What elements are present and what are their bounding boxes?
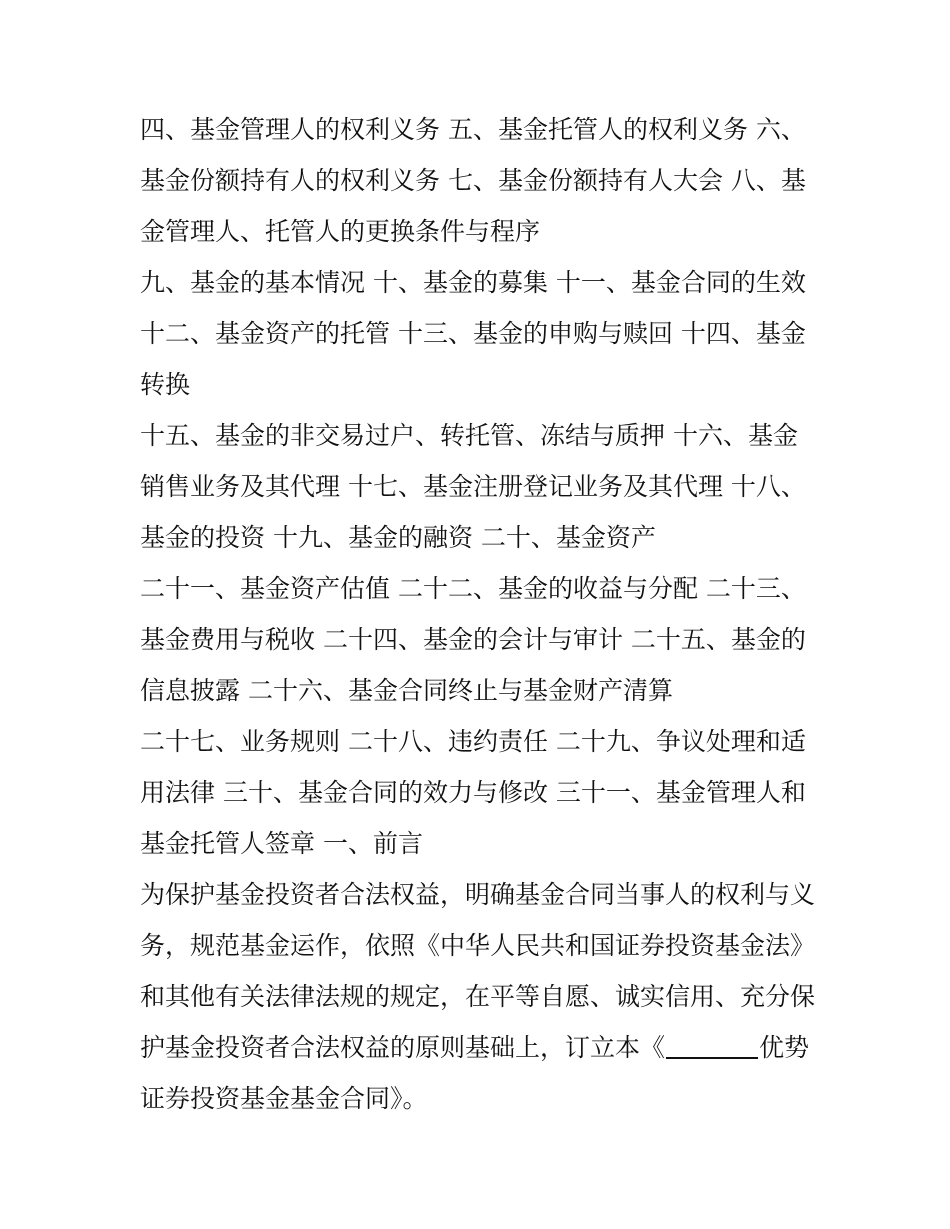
text-line: 十二、基金资产的托管 十三、基金的申购与赎回 十四、基金 <box>140 319 806 348</box>
text-line: 用法律 三十、基金合同的效力与修改 三十一、基金管理人和 <box>140 778 806 807</box>
text-line: 金管理人、托管人的更换条件与程序 <box>140 217 541 246</box>
text-line: 信息披露 二十六、基金合同终止与基金财产清算 <box>140 676 673 705</box>
text-line: 基金托管人签章 一、前言 <box>140 829 423 858</box>
text-before-blank: 护基金投资者合法权益的原则基础上，订立本《 <box>140 1033 666 1062</box>
text-line: 二十七、业务规则 二十八、违约责任 二十九、争议处理和适 <box>140 727 806 756</box>
document-body <box>140 104 820 1124</box>
text-line: 和其他有关法律法规的规定，在平等自愿、诚实信用、充分保 <box>140 982 816 1011</box>
text-line: 为保护基金投资者合法权益，明确基金合同当事人的权利与义 <box>140 880 816 909</box>
text-line: 转换 <box>140 370 191 399</box>
text-after-blank: 优势 <box>759 1033 810 1062</box>
text-line: 二十一、基金资产估值 二十二、基金的收益与分配 二十三、 <box>140 574 806 603</box>
text-line: 基金份额持有人的权利义务 七、基金份额持有人大会 八、基 <box>140 166 806 195</box>
text-line: 十五、基金的非交易过户、转托管、冻结与质押 十六、基金 <box>140 421 798 450</box>
text-line: 基金费用与税收 二十四、基金的会计与审计 二十五、基金的 <box>140 625 806 654</box>
fill-in-blank <box>666 1032 758 1059</box>
text-line: 务，规范基金运作，依照《中华人民共和国证券投资基金法》 <box>140 931 816 960</box>
text-line: 销售业务及其代理 十七、基金注册登记业务及其代理 十八、 <box>140 472 806 501</box>
text-line-with-blank <box>140 1022 820 1073</box>
text-line: 四、基金管理人的权利义务 五、基金托管人的权利义务 六、 <box>140 115 806 144</box>
text-line: 九、基金的基本情况 十、基金的募集 十一、基金合同的生效 <box>140 268 806 297</box>
text-line: 证券投资基金基金合同》。 <box>140 1084 428 1113</box>
text-line: 基金的投资 十九、基金的融资 二十、基金资产 <box>140 523 656 552</box>
